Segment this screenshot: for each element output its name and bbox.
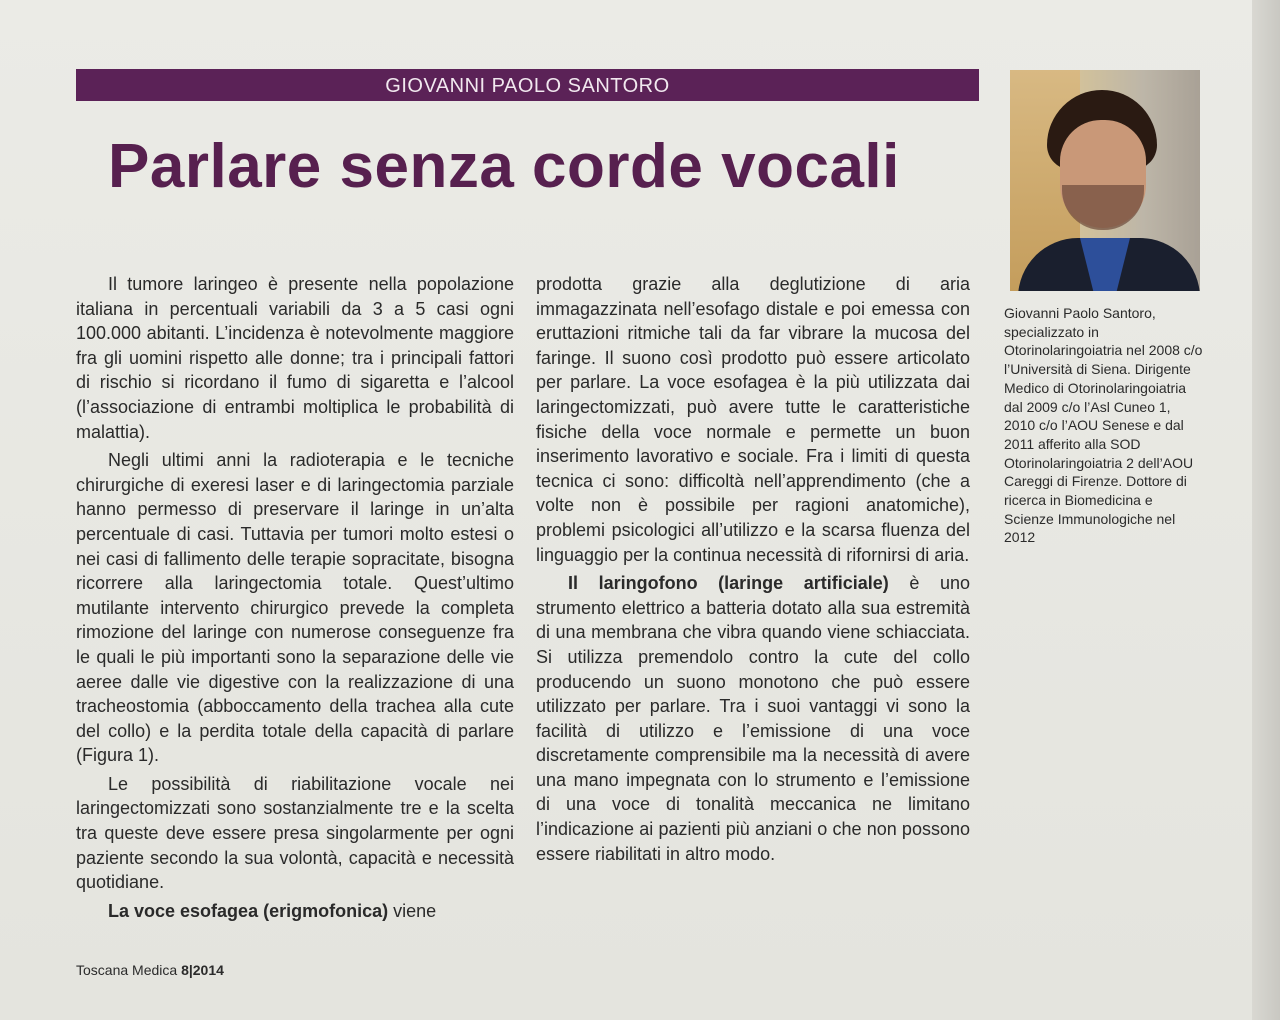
author-photo — [1010, 70, 1200, 291]
article-column-left — [76, 272, 514, 923]
page-edge — [1252, 0, 1280, 1020]
paragraph: Le possibilità di riabilitazione vocale nei laringectomizzati sono sostanzialmente tre e la scelta tra queste deve essere presa singolarmente per ogni paziente secondo la sua volontà, capacità e necessità quotidiane. — [76, 773, 514, 893]
magazine-name: Toscana Medica — [76, 962, 182, 978]
section-lead: Il laringofono (laringe artificiale) — [568, 573, 889, 594]
section-lead: La voce esofagea (erigmofonica) — [108, 900, 389, 921]
paragraph-text: viene — [388, 900, 437, 921]
author-band: GIOVANNI PAOLO SANTORO — [76, 69, 979, 101]
paragraph: prodotta grazie alla deglutizione di aria immagazzinata nell’esofago distale e poi emessa con eruttazioni ritmiche tali da far vibrare la mucosa del faringe. Il suono così prodotto può essere articolato per parlare. La voce esofagea è la più utilizzata dai laringectomizzati, può avere tutte le caratteristiche fisiche della voce normale e permette un buon inserimento lavorativo e sociale. Fra i limiti di questa tecnica ci sono: difficoltà nell’apprendimento (che a volte non è possibile per ragioni anatomiche), problemi psicologici all’utilizzo e la scarsa fluenza del linguaggio per la continua necessità di rifornirsi di aria. — [536, 274, 970, 565]
author-caption: Giovanni Paolo Santoro, specializzato in Otorinolaringoiatria nel 2008 c/o l’Università di Siena. Dirigente Medico di Otorinolaringoiatria dal 2009 c/o l’Asl Cuneo 1, 2010 c/o l’AOU Senese e dal 2011 afferito alla SOD Otorinolaringoiatria 2 dell’AOU Careggi di Firenze. Dottore di ricerca in Biomedicina e Scienze Immunologiche nel 2012 — [1004, 305, 1203, 546]
issue-number: 8|2014 — [181, 962, 224, 978]
page-footer — [76, 962, 224, 978]
article-column-right — [536, 272, 970, 866]
paragraph — [76, 899, 514, 924]
paragraph: Il tumore laringeo è presente nella popolazione italiana in percentuali variabili da 3 a 5 casi ogni 100.000 abitanti. L’incidenza è notevolmente maggiore fra gli uomini rispetto alle donne; tra i principali fattori di rischio si ricordano il fumo di sigaretta e l’alcool (l’associazione di entrambi moltiplica le probabilità di malattia). — [76, 274, 514, 442]
paragraph: Negli ultimi anni la radioterapia e le tecniche chirurgiche di exeresi laser e di laringectomia parziale hanno permesso di preservare il laringe in un’alta percentuale di casi. Tuttavia per tumori molto estesi o nei casi di fallimento delle terapie sopracitate, bisogna ricorrere alla laringectomia totale. Quest’ultimo mutilante intervento chirurgico prevede la completa rimozione del laringe con numerose conseguenze fra le quali le più importanti sono la separazione delle vie aeree dalle vie digestive con la realizzazione di una tracheostomia (abboccamento della trachea alla cute del collo) e la perdita totale della capacità di parlare (Figura 1). — [76, 450, 514, 766]
article-headline: Parlare senza corde vocali — [108, 132, 900, 201]
paragraph — [536, 571, 970, 866]
paragraph-text: è uno strumento elettrico a batteria dotato alla sua estremità di una membrana che vibra quando viene schiacciata. Si utilizza premendolo contro la cute del collo producendo un suono monotono che può essere utilizzato per parlare. Tra i suoi vantaggi vi sono la facilità di utilizzo e l’emissione di una voce discretamente comprensibile ma la necessità di avere una mano impegnata con lo strumento e l’emissione di una voce di tonalità meccanica ne limitano l’indicazione ai pazienti più anziani o che non possono essere riabilitati in altro modo. — [536, 573, 970, 864]
